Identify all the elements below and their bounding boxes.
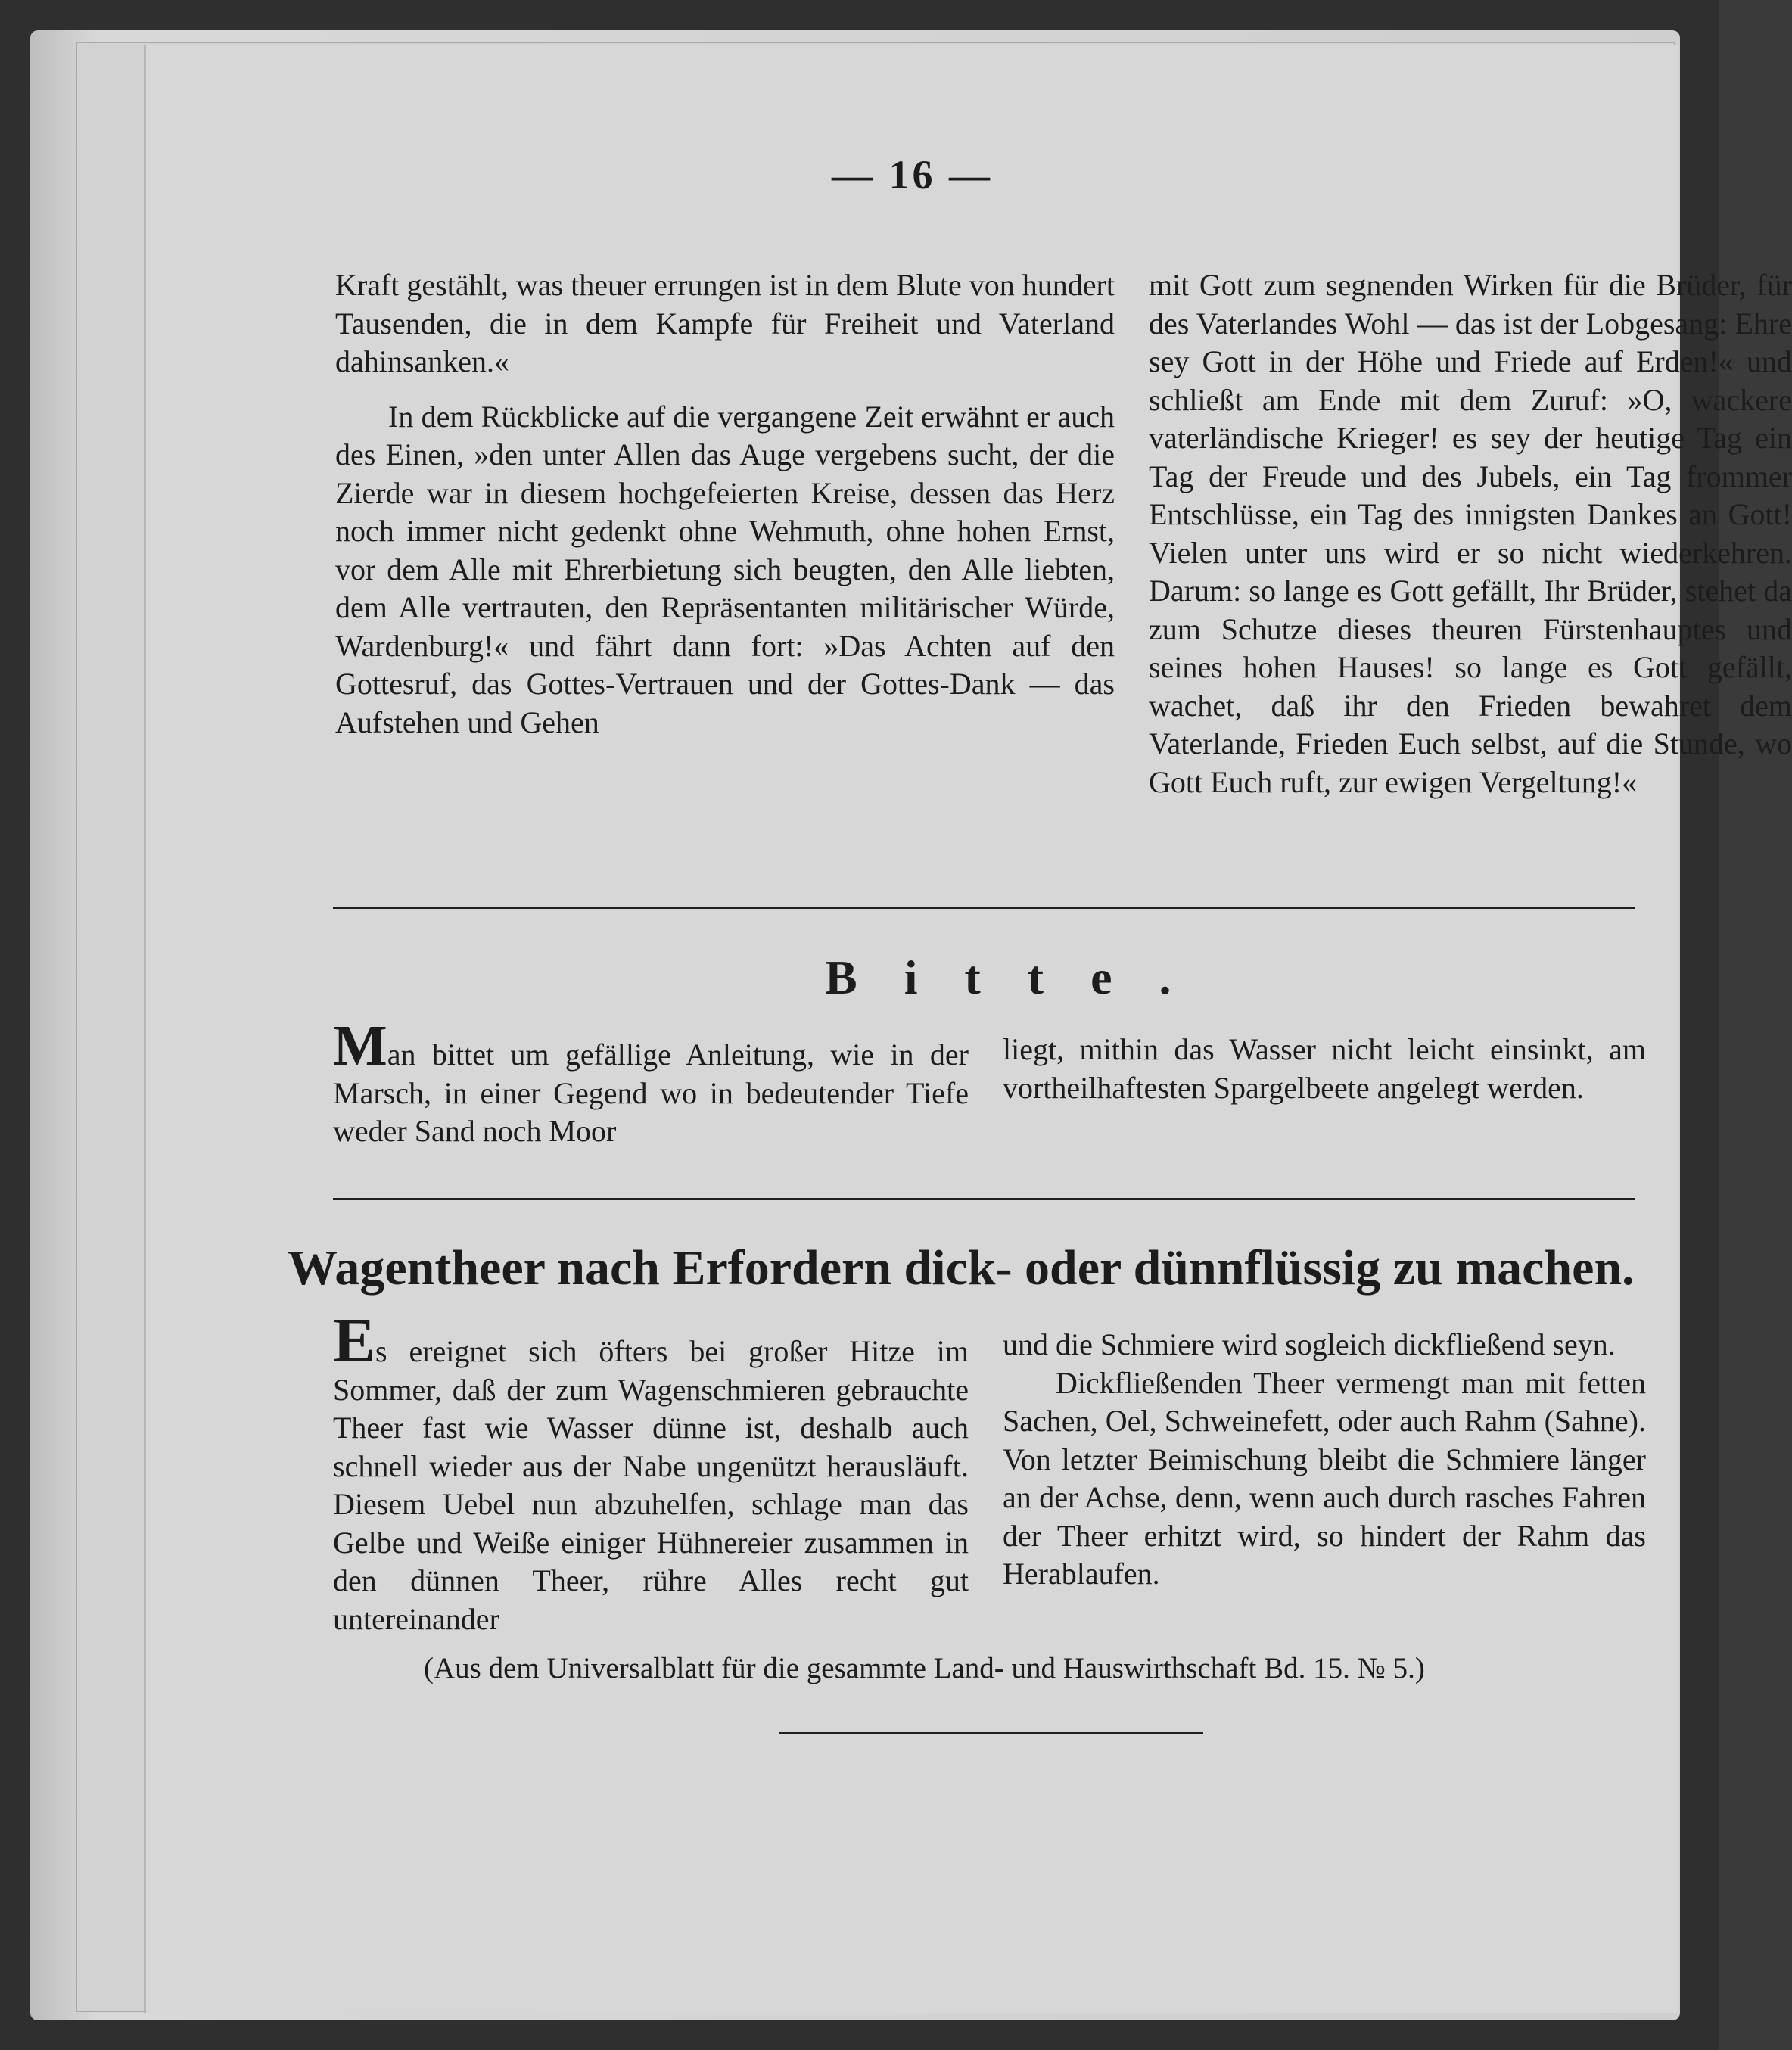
source-citation: (Aus dem Universalblatt für die gesammte Land- und Hauswirthschaft Bd. 15. № 5.) <box>424 1652 1425 1684</box>
bitte-left-column <box>333 1014 969 1151</box>
bitte-heading: Bitte. <box>825 950 1218 1004</box>
wagentheer-left-text: s ereignet sich öfters bei großer Hitze im Sommer, daß der zum Wagenschmieren gebrauchte Theer fast wie Wasser dünne ist, deshalb auch schnell wieder aus der Nabe ungenützt herausläuft. Diesem Uebel nun abzuhelfen, schlage man das Gelbe und Weiße einiger Hühnereier zusammen in den dünnen Theer, rühre Alles recht gut untereinander <box>333 1334 969 1636</box>
divider-rule-1 <box>333 907 1635 909</box>
section1-paragraph-1: Kraft gestählt, was theuer errungen ist in dem Blute von hundert Tausenden, die in dem Kampfe für Freiheit und Vaterland dahinsanken.« <box>335 268 1115 378</box>
bitte-right-column <box>1003 1031 1646 1107</box>
bitte-left-text: an bittet um gefällige Anleitung, wie in der Marsch, in einer Gegend wo in bedeutender Tiefe weder Sand noch Moor <box>333 1037 969 1148</box>
section1-left-column <box>335 266 1115 742</box>
section1-right-column <box>1149 266 1792 801</box>
wagentheer-heading: Wagentheer nach Erfordern dick- oder dünnflüssig zu machen. <box>288 1240 1635 1296</box>
section1-right-paragraph: mit Gott zum segnenden Wirken für die Brüder, für des Vaterlandes Wohl — das ist der Lobgesang: Ehre sey Gott in der Höhe und Friede auf Erden!« und schließt am Ende mit dem Zuruf: »O, wackere vaterländische Krieger! es sey der heutige Tag ein Tag der Freude und des Jubels, ein Tag frommer Entschlüsse, ein Tag des innigsten Dankes an Gott! Vielen unter uns wird er so nicht wiederkehren. Darum: so lange es Gott gefällt, Ihr Brüder, stehet da zum Schutze dieses theuren Fürstenhauptes und seines hohen Hauses! so lange es Gott gefällt, wachet, daß ihr den Frieden bewahret dem Vaterlande, Frieden Euch selbst, auf die Stunde, wo Gott Euch ruft, zur ewigen Vergeltung!« <box>1149 268 1792 799</box>
section1-paragraph-2: In dem Rückblicke auf die vergangene Zeit erwähnt er auch des Einen, »den unter Allen das Auge vergebens sucht, der die Zierde war in diesem hochgefeierten Kreise, dessen das Herz noch immer nicht gedenkt ohne Wehmuth, ohne hohen Ernst, vor dem Alle mit Ehrerbietung sich beugten, den Alle liebten, dem Alle vertrauten, den Repräsentanten militärischer Würde, Wardenburg!« und fährt dann fort: »Das Achten auf den Gottesruf, das Gottes-Vertrauen und der Gottes-Dank — das Aufstehen und Gehen <box>335 399 1115 739</box>
bitte-dropcap: M <box>333 1014 387 1078</box>
divider-rule-2 <box>333 1198 1635 1200</box>
wagentheer-right-paragraph-2: Dickfließenden Theer vermengt man mit fetten Sachen, Oel, Schweinefett, oder auch Rahm (Sahne). Von letzter Beimischung bleibt die Schmiere länger an der Achse, denn, wenn auch durch rasches Fahren der Theer erhitzt wird, so hindert der Rahm das Herablaufen. <box>1003 1365 1646 1591</box>
wagentheer-right-paragraph-1: und die Schmiere wird sogleich dickfließend seyn. <box>1003 1327 1616 1361</box>
end-rule <box>779 1732 1203 1734</box>
wagentheer-left-column <box>333 1305 969 1638</box>
wagentheer-dropcap: E <box>333 1305 376 1376</box>
wagentheer-right-column <box>1003 1326 1646 1594</box>
bitte-right-text: liegt, mithin das Wasser nicht leicht einsinkt, am vortheilhaftesten Spargelbeete angelegt werden. <box>1003 1032 1646 1105</box>
page-number: — 16 — <box>832 152 993 198</box>
